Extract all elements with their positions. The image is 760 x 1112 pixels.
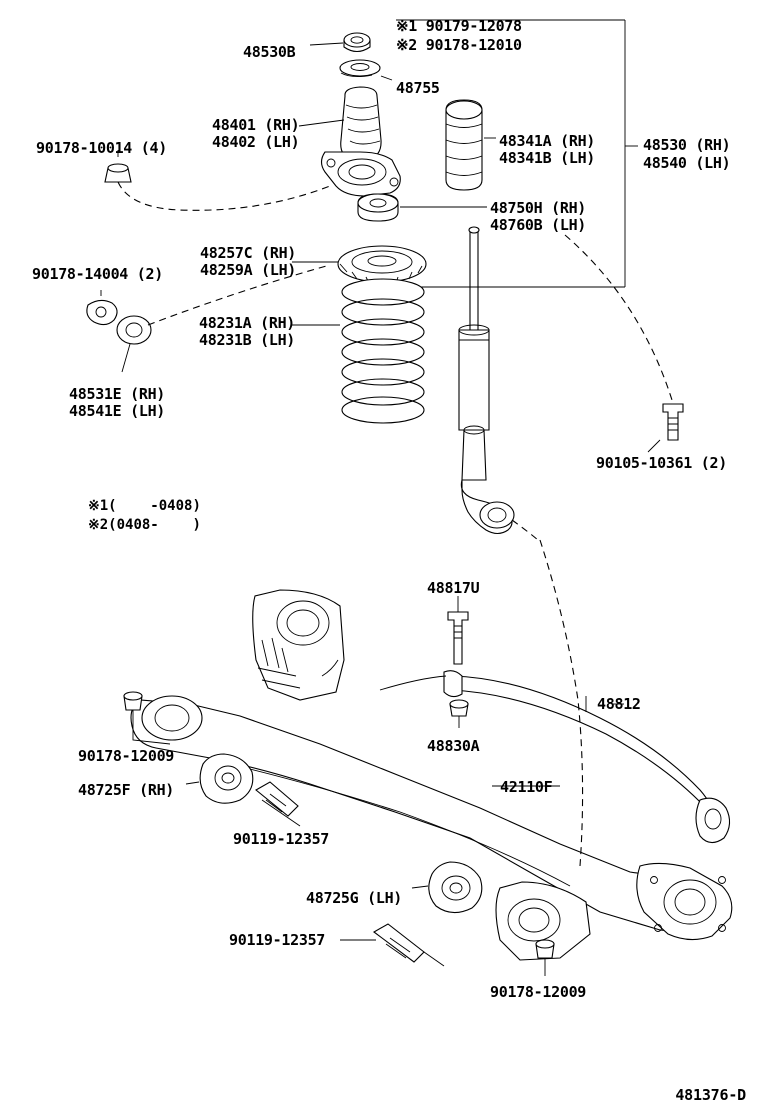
- part-48817U-bolt: [448, 596, 468, 664]
- callout-48830A: 48830A: [427, 737, 480, 755]
- part-48755-washer: [340, 60, 392, 80]
- callout-48530B: 48530B: [243, 43, 296, 61]
- callout-90178-14004: 90178-14004 (2): [32, 265, 163, 283]
- part-48725G-bushing: [412, 862, 482, 913]
- callout-48259A-lh: 48259A (LH): [200, 261, 297, 279]
- part-48341-dust-cover: [446, 100, 496, 190]
- part-90178-10014-nut: [105, 150, 330, 210]
- callout-90179-12078: ※1 90179-12078: [396, 17, 522, 35]
- callout-90178-10014: 90178-10014 (4): [36, 139, 167, 157]
- part-90105-10361-bolt: [565, 235, 683, 452]
- part-90178-12009-nut-lower: [536, 940, 554, 976]
- part-90119-12357-bolt-lower: [340, 924, 444, 966]
- part-90119-12357-bolt-upper: [256, 782, 300, 826]
- callout-48401-rh: 48401 (RH): [212, 116, 300, 134]
- callout-48530-rh: 48530 (RH): [643, 136, 731, 154]
- callout-48402-lh: 48402 (LH): [212, 133, 300, 151]
- note-date-range-2: ※2(0408- ): [88, 517, 201, 533]
- callout-48541E-lh: 48541E (LH): [69, 402, 166, 420]
- callout-48341B-lh: 48341B (LH): [499, 149, 596, 167]
- callout-48231B-lh: 48231B (LH): [199, 331, 296, 349]
- assembly-guide-line: [540, 540, 583, 866]
- callout-48725G-lh: 48725G (LH): [306, 889, 403, 907]
- part-48257C-spring-seat: [292, 246, 426, 285]
- callout-48755: 48755: [396, 79, 440, 97]
- part-48750H-insulator: [358, 194, 487, 221]
- part-90178-14004-nut: [87, 290, 117, 325]
- part-48231-coil-spring: [291, 279, 424, 423]
- callout-90119-12357-upper: 90119-12357: [233, 830, 330, 848]
- callout-48725F-rh: 48725F (RH): [78, 781, 175, 799]
- callout-90178-12009-upper: 90178-12009: [78, 747, 175, 765]
- part-48725F-bushing: [186, 754, 253, 803]
- callout-48531E-rh: 48531E (RH): [69, 385, 166, 403]
- callout-48817U: 48817U: [427, 579, 480, 597]
- callout-90119-12357-lower: 90119-12357: [229, 931, 326, 949]
- callout-90105-10361: 90105-10361 (2): [596, 454, 727, 472]
- callout-48540-lh: 48540 (LH): [643, 154, 731, 172]
- part-48530B-nut: [310, 33, 370, 52]
- callout-42110F: 42110F: [500, 778, 553, 796]
- callout-48760B-lh: 48760B (LH): [490, 216, 587, 234]
- callout-90178-12010: ※2 90178-12010: [396, 36, 522, 54]
- note-date-range-1: ※1( -0408): [88, 498, 201, 514]
- callout-48231A-rh: 48231A (RH): [199, 314, 296, 332]
- part-48830A-bushing: [450, 700, 468, 728]
- part-48530-shock-absorber: [459, 227, 514, 534]
- part-48401-strut-support: [299, 87, 400, 196]
- callout-48750H-rh: 48750H (RH): [490, 199, 587, 217]
- callout-90178-12009-lower: 90178-12009: [490, 983, 587, 1001]
- callout-48812: 48812: [597, 695, 641, 713]
- diagram-code: 481376-D: [675, 1086, 746, 1104]
- callout-48257C-rh: 48257C (RH): [200, 244, 297, 262]
- callout-48341A-rh: 48341A (RH): [499, 132, 596, 150]
